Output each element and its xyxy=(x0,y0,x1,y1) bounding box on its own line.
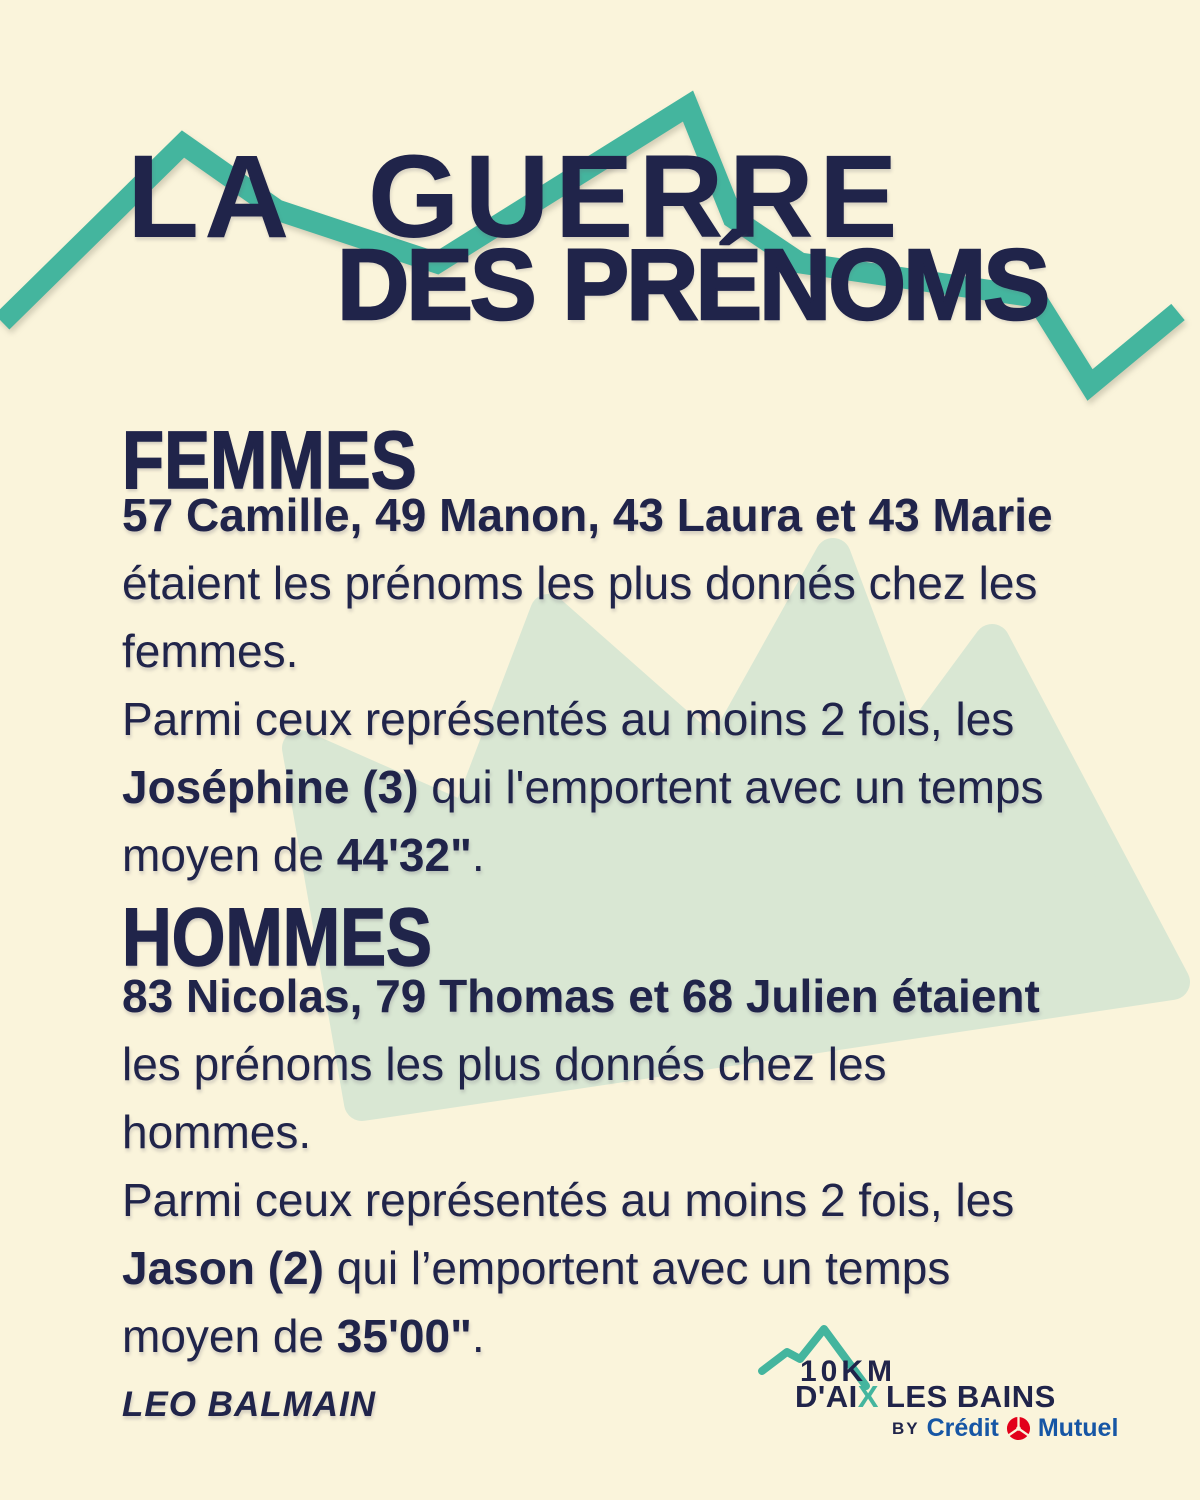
race-logo xyxy=(740,1300,1140,1460)
hommes-line-4: Parmi ceux représentés au moins 2 fois, les xyxy=(122,1174,1015,1226)
femmes-line-6-pre: moyen de xyxy=(122,829,337,881)
hommes-line-6-post: . xyxy=(471,1310,485,1362)
hommes-line-5 xyxy=(122,1234,1182,1302)
hommes-line-5-rest: qui l’emportent avec un temps xyxy=(323,1242,951,1294)
femmes-line-2: étaient les prénoms les plus donnés chez les xyxy=(122,557,1038,609)
femmes-line-6-post: . xyxy=(471,829,485,881)
femmes-top-names: 57 Camille, 49 Manon, 43 Laura et 43 Marie xyxy=(122,489,1053,541)
femmes-paragraph xyxy=(122,481,1182,889)
credit-mutuel-credit-label: Crédit xyxy=(926,1414,999,1442)
hommes-heading: HOMMES xyxy=(122,892,432,983)
hommes-line-2: les prénoms les plus donnés chez les xyxy=(122,1038,887,1090)
femmes-line-5 xyxy=(122,753,1182,821)
femmes-line-6 xyxy=(122,821,1182,889)
hommes-top-names: 83 Nicolas, 79 Thomas et 68 Julien étaient xyxy=(122,970,1040,1022)
logo-daix-prefix: D'AI xyxy=(795,1379,858,1414)
credit-mutuel-mutuel-label: Mutuel xyxy=(1037,1414,1119,1442)
femmes-line-3: femmes. xyxy=(122,625,299,677)
title-line-1: LA GUERRE xyxy=(127,131,903,263)
logo-les-bains: LES BAINS xyxy=(885,1379,1056,1414)
hommes-line-3: hommes. xyxy=(122,1106,312,1158)
femmes-line-5-rest: qui l'emportent avec un temps xyxy=(418,761,1044,813)
logo-10km: 10KM xyxy=(800,1355,897,1388)
author-credit: LEO BALMAIN xyxy=(122,1385,377,1424)
title-line-2: DES PRÉNOMS xyxy=(337,229,1048,341)
logo-by-label: BY xyxy=(892,1418,920,1438)
femmes-heading: FEMMES xyxy=(122,415,417,506)
femmes-line-4: Parmi ceux représentés au moins 2 fois, les xyxy=(122,693,1015,745)
hommes-winner-name: Jason (2) xyxy=(122,1242,324,1294)
credit-mutuel-icon xyxy=(1006,1416,1031,1441)
femmes-winner-name: Joséphine (3) xyxy=(122,761,419,813)
hommes-average-time: 35'00" xyxy=(336,1310,472,1362)
logo-byline xyxy=(892,1414,1118,1443)
femmes-average-time: 44'32" xyxy=(336,829,472,881)
hommes-line-6-pre: moyen de xyxy=(122,1310,337,1362)
logo-x-teal: X xyxy=(857,1379,879,1414)
logo-daix-les-bains xyxy=(795,1381,1056,1412)
